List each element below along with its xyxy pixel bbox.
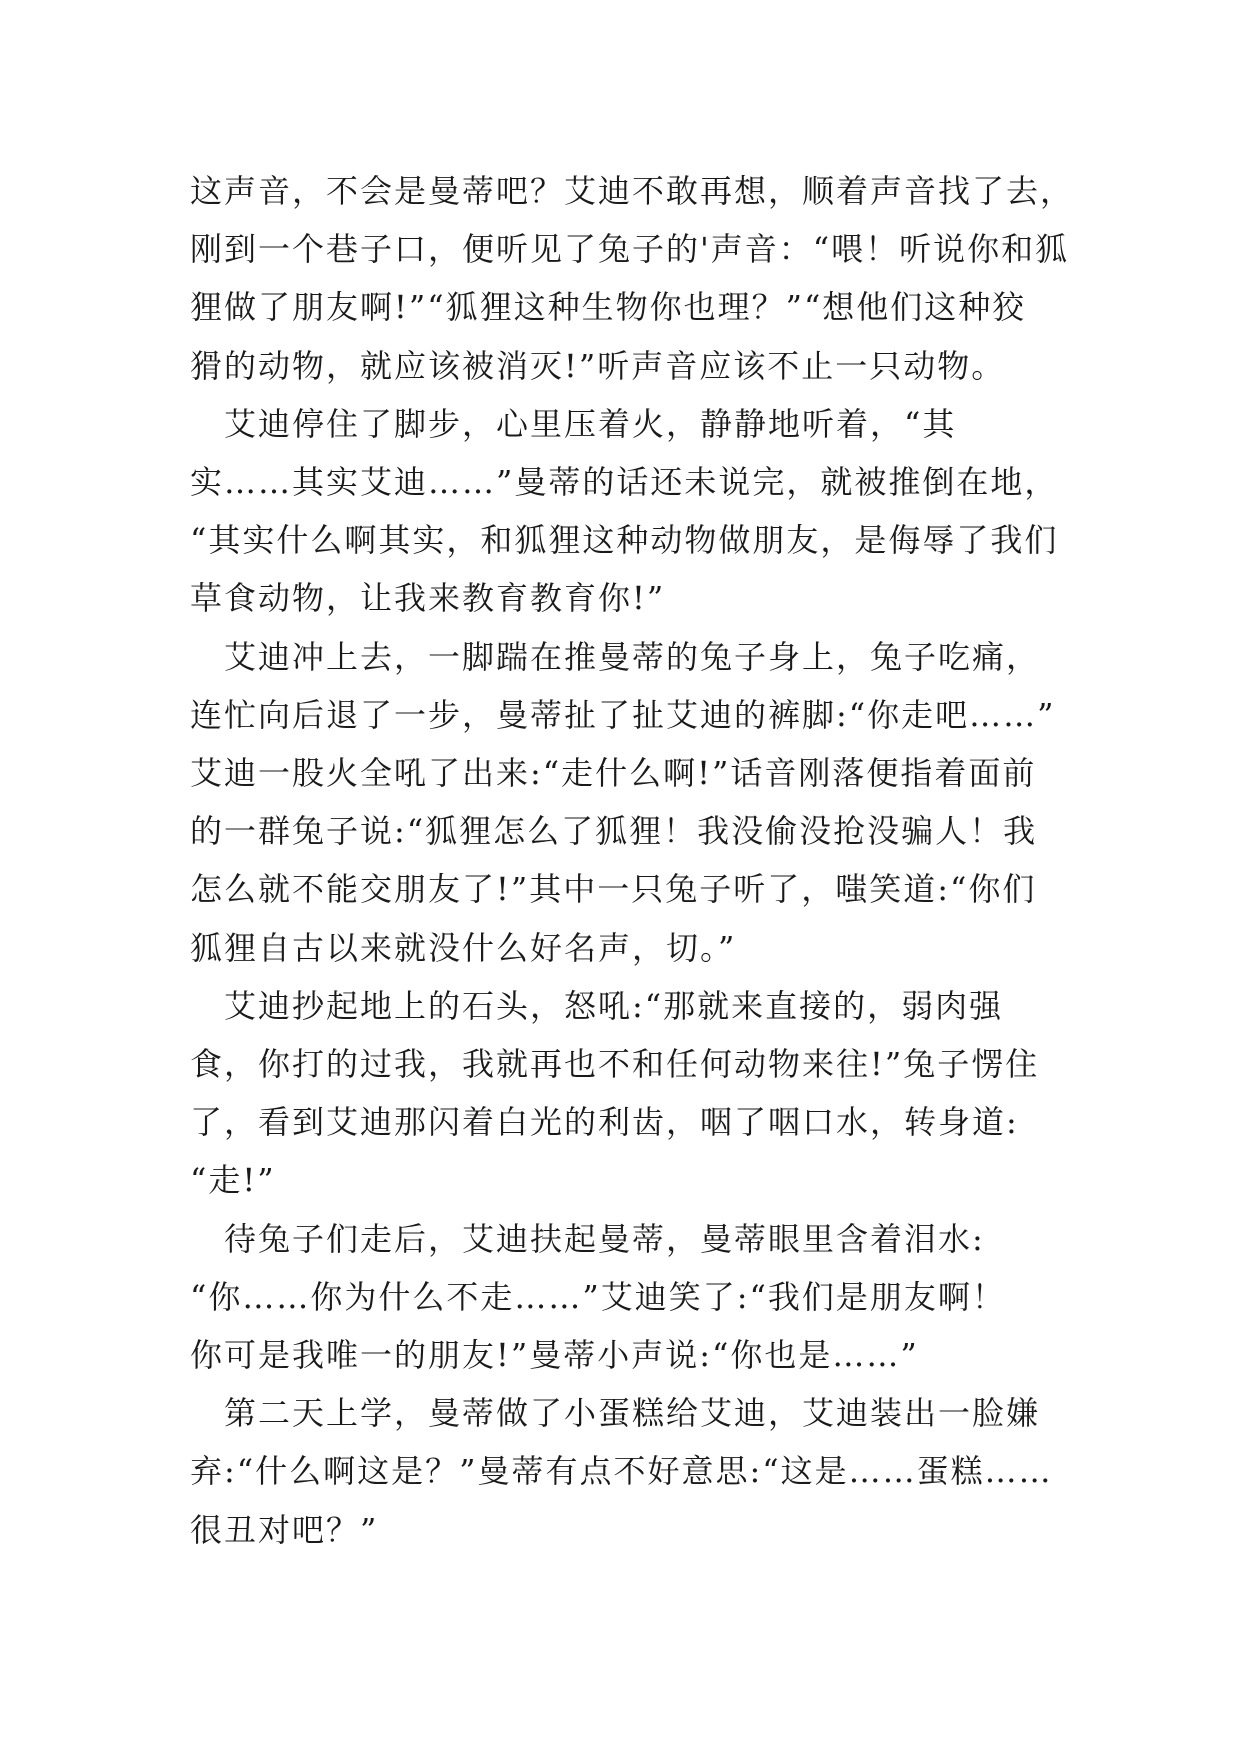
text-line: 第二天上学，曼蒂做了小蛋糕给艾迪，艾迪装出一脸嫌 bbox=[190, 1394, 1041, 1433]
paragraph-4 bbox=[190, 977, 1070, 1210]
text-line: 刚到一个巷子口，便听见了兔子的'声音：“喂！听说你和狐 bbox=[190, 230, 1070, 269]
text-line: 食，你打的过我，我就再也不和任何动物来往!”兔子愣住 bbox=[190, 1045, 1040, 1084]
text-line: “其实什么啊其实，和狐狸这种动物做朋友，是侮辱了我们 bbox=[190, 521, 1059, 560]
paragraph-1 bbox=[190, 162, 1075, 395]
text-line: 的一群兔子说:“狐狸怎么了狐狸！我没偷没抢没骗人！我 bbox=[190, 812, 1038, 851]
text-line: 艾迪抄起地上的石头，怒吼:“那就来直接的，弱肉强 bbox=[190, 986, 1004, 1025]
text-line: 狸做了朋友啊!”“狐狸这种生物你也理？”“想他们这种狡 bbox=[190, 288, 1027, 327]
paragraph-5 bbox=[190, 1210, 1070, 1385]
text-line: 实……其实艾迪……”曼蒂的话还未说完，就被推倒在地， bbox=[190, 463, 1059, 502]
text-line: 很丑对吧？” bbox=[190, 1510, 379, 1549]
text-line: 怎么就不能交朋友了!”其中一只兔子听了，嗤笑道:“你们 bbox=[190, 870, 1037, 909]
paragraph-3 bbox=[190, 628, 1070, 977]
text-line: “走!” bbox=[190, 1161, 276, 1200]
text-line: 狐狸自古以来就没什么好名声，切。” bbox=[190, 928, 737, 967]
body-text bbox=[190, 162, 1075, 1559]
text-line: 弃:“什么啊这是？”曼蒂有点不好意思:“这是……蛋糕…… bbox=[190, 1452, 1053, 1491]
paragraph-6 bbox=[190, 1384, 1070, 1559]
text-line: 艾迪停住了脚步，心里压着火，静静地听着，“其 bbox=[190, 404, 957, 443]
text-line: 连忙向后退了一步，曼蒂扯了扯艾迪的裤脚:“你走吧……” bbox=[190, 695, 1056, 734]
text-line: 草食动物，让我来教育教育你!” bbox=[190, 579, 666, 618]
paragraph-2 bbox=[190, 395, 1070, 628]
text-line: 艾迪冲上去，一脚踹在推曼蒂的兔子身上，兔子吃痛， bbox=[190, 637, 1041, 676]
text-line: 猾的动物，就应该被消灭!”听声音应该不止一只动物。 bbox=[190, 346, 1006, 385]
text-line: 待兔子们走后，艾迪扶起曼蒂，曼蒂眼里含着泪水: bbox=[190, 1219, 985, 1258]
text-line: 你可是我唯一的朋友!”曼蒂小声说:“你也是……” bbox=[190, 1336, 919, 1375]
text-line: “你……你为什么不走……”艾迪笑了:“我们是朋友啊！ bbox=[190, 1277, 1006, 1316]
text-line: 这声音，不会是曼蒂吧？艾迪不敢再想，顺着声音找了去， bbox=[190, 172, 1075, 210]
text-line: 艾迪一股火全吼了出来:“走什么啊!”话音刚落便指着面前 bbox=[190, 754, 1037, 793]
text-line: 了，看到艾迪那闪着白光的利齿，咽了咽口水，转身道: bbox=[190, 1103, 1019, 1142]
